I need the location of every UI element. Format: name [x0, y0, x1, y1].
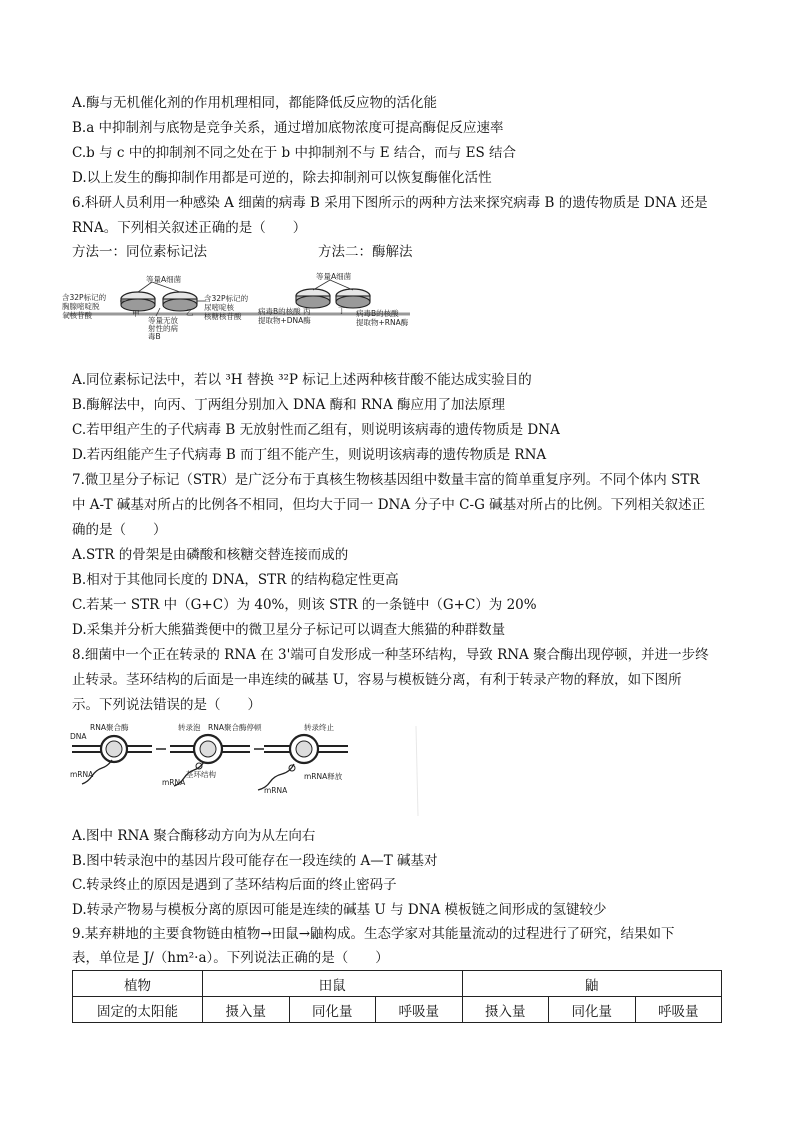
fig8-label-stop: 转录终止 — [304, 723, 334, 732]
fig8-label-release: mRNA释放 — [304, 772, 343, 781]
pointer-line — [313, 280, 330, 290]
q6-option-d: D.若丙组能产生子代病毒 B 而丁组不能产生，则说明该病毒的遗传物质是 RNA — [72, 447, 547, 463]
q9-stem-line1: 9.某弃耕地的主要食物链由植物→田鼠→鼬构成。生态学家对其能量流动的过程进行了研究，结果如下 — [72, 926, 675, 942]
fig6-label-bing: 病毒B的核酸 丙 — [258, 307, 311, 316]
fig8-label-mrna2: mRNA — [162, 778, 186, 787]
fig6-label-yi: 乙 — [186, 308, 194, 317]
q7-option-c: C.若某一 STR 中（G+C）为 40%，则该 STR 的一条链中（G+C）为 20% — [72, 597, 537, 613]
fig6-label-equal-a2: 等量A细菌 — [316, 272, 352, 281]
fig6-label-left-medium: 含32P标记的 — [62, 293, 107, 302]
q6-method1: 方法一：同位素标记法 — [72, 244, 207, 260]
q7-stem-line2: 中 A-T 碱基对所占的比例各不相同，但均大于同一 DNA 分子中 C-G 碱基对所占的比例。下列相关叙述正 — [72, 497, 706, 513]
q8-option-a: A.图中 RNA 聚合酶移动方向为从左向右 — [72, 828, 316, 844]
petri-dish-bing — [296, 289, 330, 308]
fig6-label-equal-a1: 等量A细菌 — [146, 275, 182, 284]
q7-option-d: D.采集并分析大熊猫粪便中的微卫星分子标记可以调查大熊猫的种群数量 — [72, 622, 506, 638]
fig8-label-bubble: 转录泡 — [178, 723, 201, 732]
table-header-plant: 植物 — [73, 971, 203, 997]
table-cell-weasel-intake: 摄入量 — [462, 997, 549, 1023]
table-cell-solar: 固定的太阳能 — [73, 997, 203, 1023]
q7-stem-line3: 确的是（ ） — [72, 522, 167, 538]
fig6-label-jia: 甲 — [132, 309, 140, 318]
q8-option-c: C.转录终止的原因是遇到了茎环结构后面的终止密码子 — [72, 877, 397, 893]
q6-figure-svg — [60, 268, 420, 340]
q6-stem-line2: RNA。下列相关叙述正确的是（ ） — [72, 220, 307, 236]
table-cell-weasel-resp: 呼吸量 — [635, 997, 722, 1023]
fig8-label-pause: RNA聚合酶停顿 — [208, 723, 262, 732]
q6-option-b: B.酶解法中，向丙、丁两组分别加入 DNA 酶和 RNA 酶应用了加法原理 — [72, 397, 505, 413]
table-header-row — [73, 971, 722, 997]
q5-option-d: D.以上发生的酶抑制作用都是可逆的，除去抑制剂可以恢复酶催化活性 — [72, 170, 492, 186]
fig8-label-polymerase: RNA聚合酶 — [90, 723, 129, 732]
q5-option-c: C.b 与 c 中的抑制剂不同之处在于 b 中抑制剂不与 E 结合，而与 ES 结合 — [72, 145, 517, 161]
transcription-panel-3 — [258, 735, 348, 790]
q6-method2: 方法二：酶解法 — [318, 244, 413, 260]
q8-option-b: B.图中转录泡中的基因片段可能存在一段连续的 A—T 碱基对 — [72, 853, 438, 869]
energy-flow-table — [72, 970, 722, 1023]
table-subheader-row — [73, 997, 722, 1023]
fig6-label-right-medium: 含32P标记的 — [204, 294, 249, 303]
fig6-label-ding-txt: 病毒B的核酸 — [356, 309, 399, 318]
fig6-label-virus2: 射性的病 — [148, 324, 178, 333]
fig8-label-dna: DNA — [70, 732, 87, 741]
fig6-label-virus: 等量无放 — [148, 316, 178, 325]
q5-option-a: A.酶与无机催化剂的作用机理相同，都能降低反应物的活化能 — [72, 95, 438, 111]
fig6-label-ding-txt2: 提取物+RNA酶 — [356, 318, 409, 327]
q6-figure — [60, 268, 420, 340]
table-cell-mouse-assim: 同化量 — [289, 997, 376, 1023]
fig6-label-left-medium3: 氧核苷酸 — [62, 311, 92, 320]
fig8-label-mrna3: mRNA — [264, 786, 288, 795]
q8-stem-line1: 8.细菌中一个正在转录的 RNA 在 3'端可自发形成一种茎环结构，导致 RNA 聚合酶出现停顿，并进一步终 — [72, 647, 709, 663]
pointer-line — [330, 280, 353, 290]
q8-stem-line2: 止转录。茎环结构的后面是一串连续的碱基 U，容易与模板链分离，有利于转录产物的释放，如下图所 — [72, 672, 682, 688]
q7-option-a: A.STR 的骨架是由磷酸和核糖交替连接而成的 — [72, 547, 349, 563]
q7-stem-line1: 7.微卫星分子标记（STR）是广泛分布于真核生物核基因组中数量丰富的简单重复序列。不同个体内 STR — [72, 472, 700, 488]
q9-stem-line2: 表，单位是 J/（hm²·a）。下列说法正确的是（ ） — [72, 950, 389, 966]
fig6-label-right-medium3: 核糖核苷酸 — [204, 312, 242, 321]
fig6-label-left-medium2: 胸腺嘧啶脱 — [62, 302, 100, 311]
fig8-label-stem: 茎环结构 — [186, 770, 216, 779]
q5-option-b: B.a 中抑制剂与底物是竞争关系，通过增加底物浓度可提高酶促反应速率 — [72, 120, 504, 136]
table-header-mouse: 田鼠 — [203, 971, 463, 997]
table-cell-mouse-resp: 呼吸量 — [376, 997, 463, 1023]
q8-figure-svg — [68, 720, 438, 820]
q7-option-b: B.相对于其他同长度的 DNA，STR 的结构稳定性更高 — [72, 572, 399, 588]
q6-option-a: A.同位素标记法中，若以 ³H 替换 ³²P 标记上述两种核苷酸不能达成实验目的 — [72, 372, 532, 388]
fig6-label-bing2: 提取物+DNA酶 — [258, 316, 311, 325]
q6-stem-line1: 6.科研人员利用一种感染 A 细菌的病毒 B 采用下图所示的两种方法来探究病毒 B 的遗传物质是 DNA 还是 — [72, 195, 708, 211]
q6-option-c: C.若甲组产生的子代病毒 B 无放射性而乙组有，则说明该病毒的遗传物质是 DNA — [72, 422, 560, 438]
fig6-label-right-medium2: 尿嘧啶核 — [204, 303, 234, 312]
table-cell-weasel-assim: 同化量 — [549, 997, 636, 1023]
fig6-label-ding: 丁 — [338, 306, 346, 315]
fig6-label-virus3: 毒B — [148, 332, 161, 341]
q8-stem-line3: 示。下列说法错误的是（ ） — [72, 697, 261, 713]
q8-option-d: D.转录产物易与模板分离的原因可能是连续的碱基 U 与 DNA 模板链之间形成的氢键较少 — [72, 902, 607, 918]
fig8-label-mrna1: mRNA — [70, 770, 94, 779]
divider-line — [416, 726, 418, 816]
table-cell-mouse-intake: 摄入量 — [203, 997, 290, 1023]
q8-figure — [68, 720, 438, 820]
table-header-weasel: 鼬 — [462, 971, 722, 997]
